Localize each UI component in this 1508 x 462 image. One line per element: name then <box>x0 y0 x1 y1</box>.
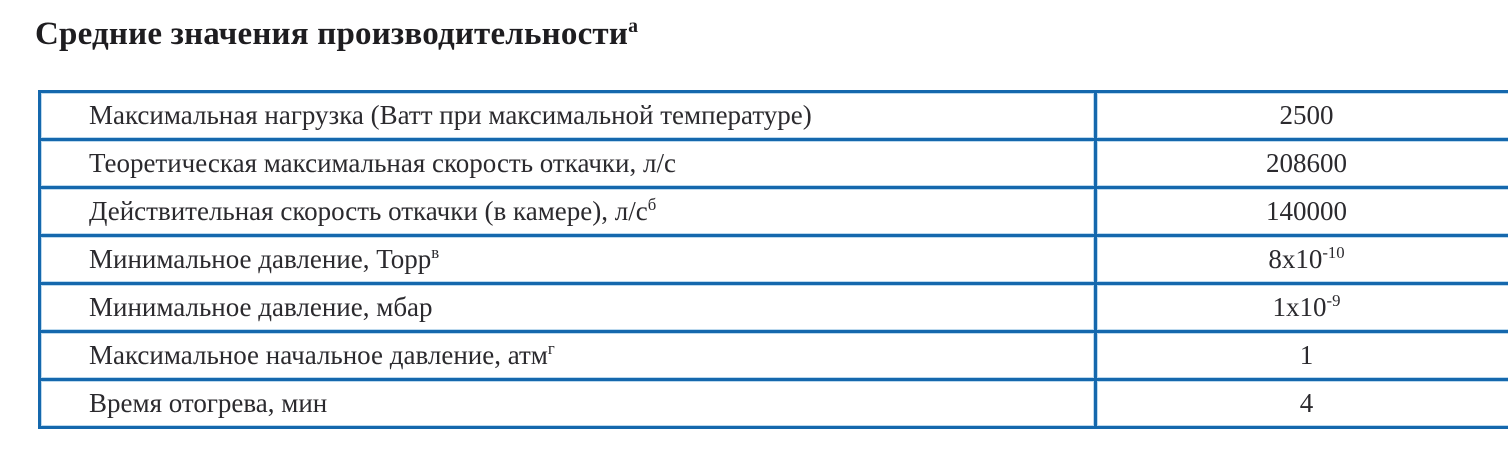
value-exponent: -9 <box>1326 291 1341 310</box>
row-value-cell <box>1096 92 1508 140</box>
footnote-marker: в <box>431 243 440 262</box>
page-title-text: Средние значения производительности <box>35 16 629 52</box>
table-row <box>40 332 1508 380</box>
table-row <box>40 140 1508 188</box>
table-row <box>40 92 1508 140</box>
row-label: Теоретическая максимальная скорость откачки, л/с <box>89 148 676 178</box>
table-row <box>40 380 1508 428</box>
table-row <box>40 236 1508 284</box>
row-value-cell <box>1096 140 1508 188</box>
row-label-cell <box>40 236 1096 284</box>
row-value: 2500 <box>1279 100 1334 130</box>
row-label-cell <box>40 380 1096 428</box>
row-value: 8x10 <box>1268 244 1323 274</box>
row-label: Действительная скорость откачки (в камере), л/с <box>89 196 648 226</box>
row-label: Минимальное давление, мбар <box>89 292 433 322</box>
row-value-cell <box>1096 284 1508 332</box>
table-row <box>40 284 1508 332</box>
row-value-cell <box>1096 332 1508 380</box>
title-footnote-marker: а <box>628 15 639 37</box>
row-label-cell <box>40 92 1096 140</box>
row-value: 1x10 <box>1272 292 1327 322</box>
row-label: Время отогрева, мин <box>89 388 328 418</box>
table-row <box>40 188 1508 236</box>
footnote-marker: г <box>547 339 555 358</box>
row-label: Максимальное начальное давление, атм <box>89 340 548 370</box>
row-value: 208600 <box>1266 148 1347 178</box>
row-value: 4 <box>1299 388 1314 418</box>
footnote-marker: б <box>647 195 657 214</box>
row-value-cell <box>1096 188 1508 236</box>
row-label-cell <box>40 140 1096 188</box>
page-title <box>35 16 638 53</box>
row-label-cell <box>40 332 1096 380</box>
row-label: Максимальная нагрузка (Ватт при максимальной температуре) <box>89 100 812 130</box>
value-exponent: -10 <box>1322 243 1345 262</box>
row-value: 140000 <box>1266 196 1347 226</box>
row-value: 1 <box>1299 340 1314 370</box>
row-label-cell <box>40 284 1096 332</box>
row-value-cell <box>1096 380 1508 428</box>
row-value-cell <box>1096 236 1508 284</box>
performance-table <box>38 90 1508 429</box>
row-label: Минимальное давление, Торр <box>89 244 432 274</box>
row-label-cell <box>40 188 1096 236</box>
